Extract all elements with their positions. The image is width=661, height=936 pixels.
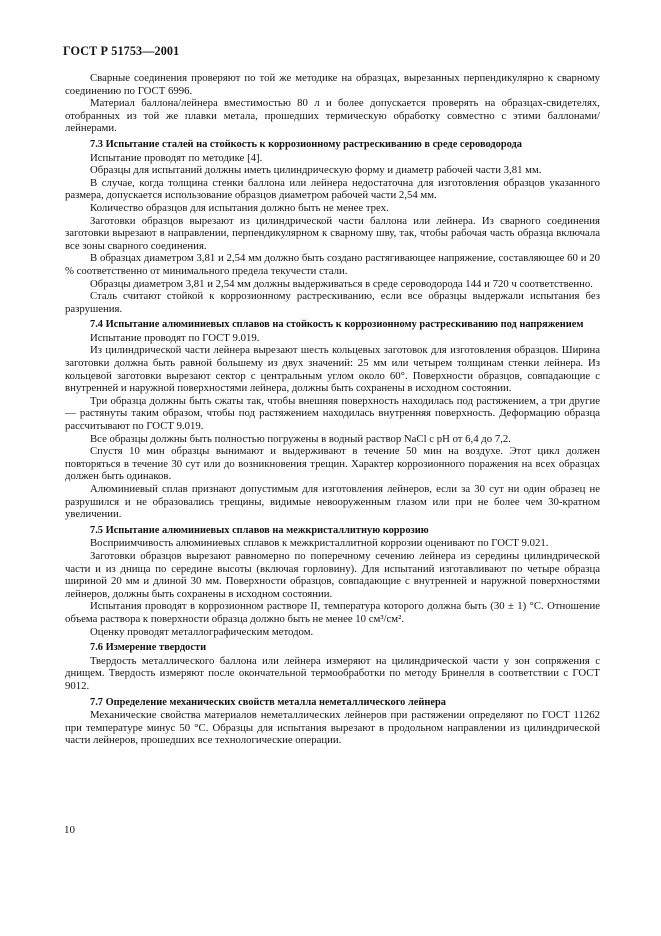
paragraph: Заготовки образцов вырезают из цилиндрической части баллона или лейнера. Из сварного соединения заготовки вырезают в направлении, перпендикулярном к сварному шву, так, чтобы рабочая часть образца включала все зоны сварного соединения. xyxy=(65,214,600,252)
section-heading-7-3: 7.3 Испытание сталей на стойкость к коррозионному растрескиванию в среде сероводорода xyxy=(90,138,522,150)
paragraph: В образцах диаметром 3,81 и 2,54 мм должно быть создано растягивающее напряжение, составляющее 60 и 20 % соответственно от минимального предела текучести стали. xyxy=(65,252,600,277)
paragraph: Оценку проводят металлографическим методом. xyxy=(90,625,314,638)
paragraph: Количество образцов для испытания должно быть не менее трех. xyxy=(90,201,389,214)
section-heading-7-7: 7.7 Определение механических свойств металла неметаллического лейнера xyxy=(90,696,446,708)
document-header: ГОСТ Р 51753—2001 xyxy=(63,44,180,58)
paragraph: Восприимчивость алюминиевых сплавов к межкристаллитной коррозии оценивают по ГОСТ 9.021. xyxy=(90,537,549,550)
paragraph: Материал баллона/лейнера вместимостью 80 л и более допускается проверять на образцах-свидетелях, отобранных из той же плавки метала, прошедших термическую обработку совместно с этими баллонами/лейнерами. xyxy=(65,97,600,135)
paragraph: В случае, когда толщина стенки баллона или лейнера недостаточна для изготовления образцов указанного размера, допускается использование образцов диаметром рабочей части 2,54 мм. xyxy=(65,176,600,202)
section-heading-7-5: 7.5 Испытание алюминиевых сплавов на межкристаллитную коррозию xyxy=(90,524,429,536)
page-number: 10 xyxy=(64,824,75,836)
document-body xyxy=(65,72,600,747)
paragraph: Испытания проводят в коррозионном растворе II, температура которого должна быть (30 ± 1) °С. Отношение объема раствора к поверхности образца должно быть не менее 10 см³/см². xyxy=(65,600,600,625)
section-heading-7-4: 7.4 Испытание алюминиевых сплавов на стойкость к коррозионному растрескиванию под напряжением xyxy=(90,319,584,331)
paragraph: Сварные соединения проверяют по той же методике на образцах, вырезанных перпендикулярно к сварному соединению по ГОСТ 6996. xyxy=(65,72,600,97)
paragraph: Механические свойства материалов неметаллических лейнеров при растяжении определяют по ГОСТ 11262 при температуре минус 50 °С. Образцы для испытания вырезают в продольном направлении из цилиндрической части лейнеров, прошедших все технологические операции. xyxy=(65,709,600,747)
paragraph: Сталь считают стойкой к коррозионному растрескиванию, если все образцы выдержали испытания без разрушения. xyxy=(65,290,600,315)
paragraph: Твердость металлического баллона или лейнера измеряют на цилиндрической части у зон сопряжения с днищем. Твердость измеряют после окончательной термообработки по методу Бринелля в соответствии с ГОСТ 9012. xyxy=(65,654,600,692)
paragraph: Все образцы должны быть полностью погружены в водный раствор NaCl с pH от 6,4 до 7,2. xyxy=(90,432,511,445)
paragraph: Из цилиндрической части лейнера вырезают шесть кольцевых заготовок для изготовления образцов. Ширина заготовки должна быть равной большему из двух значений: 25 мм или четырем толщинам стенки лейнера. Из кольцевой заготовки вырезают сектор с центральным углом около 60°. Поверхности образцов, совпадающие с внутренней и наружной поверхностями лейнера, должны быть сохранены в исходном состоянии. xyxy=(65,344,600,395)
section-heading-7-6: 7.6 Измерение твердости xyxy=(90,642,207,654)
paragraph: Испытание проводят по методике [4]. xyxy=(90,151,263,164)
paragraph: Три образца должны быть сжаты так, чтобы внешняя поверхность находилась под растяжением, а три другие — растянуты таким образом, чтобы под растяжением находилась внутренняя поверхность. Деформацию образца рассчитывают по ГОСТ 9.019. xyxy=(65,394,600,433)
paragraph: Спустя 10 мин образцы вынимают и выдерживают в течение 50 мин на воздухе. Этот цикл должен повторяться в течение 30 сут или до возникновения трещин. Характер коррозионного поражения на всех образцах должен быть одинаков. xyxy=(65,445,600,483)
paragraph: Алюминиевый сплав признают допустимым для изготовления лейнеров, если за 30 сут ни один образец не разрушился и не образовались трещины, видимые невооруженным глазом или при не более чем 30-кратном увеличении. xyxy=(65,483,600,521)
paragraph: Заготовки образцов вырезают равномерно по поперечному сечению лейнера из середины цилиндрической части и из днища по середине высоты (включая горловину). Для испытаний изготавливают по четыре образца шириной 20 мм и длиной 30 мм. Поверхности образцов, совпадающие с внутренней и наружной поверхностями лейнеров, должны быть сохранены в исходном состоянии. xyxy=(65,549,600,600)
paragraph: Образцы диаметром 3,81 и 2,54 мм должны выдерживаться в среде сероводорода 144 и 720 ч соответственно. xyxy=(90,277,593,290)
paragraph: Образцы для испытаний должны иметь цилиндрическую форму и диаметр рабочей части 3,81 мм. xyxy=(90,164,542,177)
paragraph: Испытание проводят по ГОСТ 9.019. xyxy=(90,331,260,344)
